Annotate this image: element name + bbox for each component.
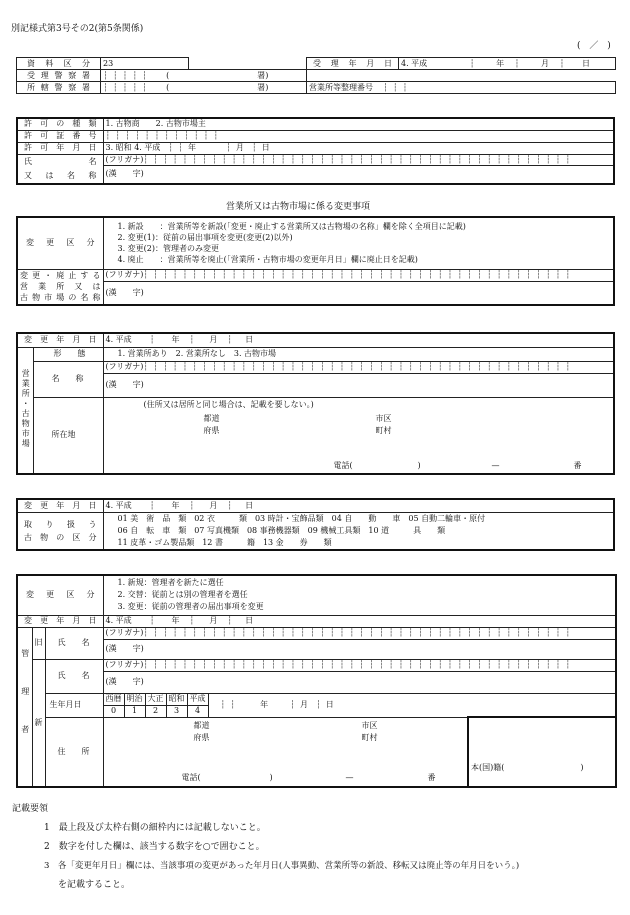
note-item: 3 各「変更年月日」欄には、当該事項の変更があった年月日(人事異動、営業所等の新設、移転又は廃止等の年月日をいう。) — [44, 861, 520, 871]
era-heisei[interactable]: 平成 — [187, 693, 208, 705]
section-title: 営業所又は古物市場に係る変更事項 — [226, 202, 371, 212]
permit-nichi: 日 — [261, 143, 270, 152]
permit-date-label: 許可年月日 — [24, 143, 97, 152]
permit-date-value: 3. 昭和 4. 平成 — [105, 143, 161, 152]
shiku-1: 市区 — [375, 413, 392, 423]
top-block — [16, 57, 616, 94]
kanji-label: (漢 字) — [105, 169, 144, 179]
office-kanji-field[interactable] — [103, 373, 614, 397]
kanji-label: (漢 字) — [105, 677, 144, 686]
juri-police-field[interactable]: ┆┆┆┆┆ ( 署) — [101, 70, 307, 82]
mgr-new-kanji-field[interactable] — [103, 671, 616, 693]
manager-block — [16, 574, 617, 788]
mgr-ban: 番 — [427, 772, 436, 782]
mgr-kubun-options[interactable] — [103, 575, 616, 615]
mgr-birth-label: 生年月日 — [45, 693, 103, 717]
todofuken-1: 都道 — [203, 413, 220, 423]
permit-kind-value[interactable]: 1. 古物商 2. 古物市場主 — [103, 118, 614, 130]
mgr-tel-close: ) — [269, 772, 273, 782]
goods-nen: 年 — [171, 500, 180, 510]
kankatsu-police-field[interactable]: ┆┆┆┆┆ ( 署) — [101, 82, 307, 94]
permit-date-field[interactable]: 3. 昭和 4. 平成 ┆┆年 ┆月 ┆日 — [103, 142, 614, 154]
mgr-todofuken-2: 府県 — [193, 732, 210, 742]
office-gatsu: 月 — [209, 335, 218, 345]
permit-kanji-field[interactable] — [103, 165, 614, 183]
mgr-option: 1. 新規：管理者を新たに選任 — [117, 578, 224, 588]
mgr-new-label: 新 — [32, 659, 45, 787]
mgr-side-label: 管理者 — [20, 648, 30, 763]
office-side-label: 営業所・古物市場 — [21, 369, 31, 450]
goods-kubun-options[interactable] — [103, 512, 614, 550]
office-nichi: 日 — [245, 335, 254, 345]
permit-cert-field[interactable]: ┆┆┆┆┆┆┆┆┆┆┆┆ — [103, 130, 614, 142]
mgr-honseki-field[interactable] — [468, 717, 616, 787]
mgr-shiku-2: 町村 — [361, 732, 378, 742]
office-tel-label: 電話( — [333, 460, 353, 470]
sho-label-2: 署) — [257, 82, 269, 92]
goods-row: 01 美 術 品 類 02 衣 類 03 時計・宝飾品類 04 自 動 車 05 自動二輪車・原付 — [117, 513, 486, 523]
mgr-kubun-label: 変更区分 — [26, 590, 95, 600]
paren-open: ( — [166, 70, 170, 80]
goods-row: 11 皮革・ゴム製品類 12 書 籍 13 金 券 類 — [117, 537, 332, 547]
era-num-4: 4 — [187, 705, 208, 717]
mgr-shiku-1: 市区 — [361, 720, 378, 730]
mgr-date-label: 変更年月日 — [24, 616, 97, 625]
notes-title: 記載要領 — [12, 804, 49, 814]
goods-nichi: 日 — [245, 500, 254, 510]
birth-nen: 年 — [260, 699, 269, 709]
eigyo-no-field[interactable]: 営業所等整理番号 ┆┆┆ — [307, 82, 616, 94]
era-taisho[interactable]: 大正 — [145, 693, 166, 705]
office-addr-note: (住所又は居所と同じ場合は、記載を要しない。) — [143, 399, 314, 409]
juri-date-label: 受理年月日 — [313, 58, 392, 68]
change-furigana-field[interactable]: (フリガナ)┆┆┆┆┆┆┆┆┆┆┆┆┆┆┆┆┆┆┆┆┆┆┆┆┆┆┆┆┆┆┆┆┆┆┆┆┆┆┆┆┆┆┆┆ — [103, 269, 614, 281]
goods-row: 06 自 転 車 類 07 写真機類 08 事務機器類 09 機械工具類 10 道 具 類 — [117, 525, 446, 535]
juri-gatsu: 月 — [541, 58, 550, 68]
change-option: 4. 廃止 ：営業所等を廃止(「営業所・古物市場の変更年月日」欄に廃止日を記載) — [117, 255, 418, 265]
office-date-era: 4. 平成 — [105, 335, 132, 345]
shiryo-label: 資料区分 — [27, 58, 90, 68]
mgr-addr-field[interactable] — [103, 717, 468, 787]
juri-date-field[interactable]: 4. 平成 ┆ 年 ┆ 月 ┆ 日 — [399, 58, 616, 70]
change-option: 2. 変更(1)：従前の届出事項を変更(変更(2)以外) — [117, 233, 293, 243]
furigana-label: (フリガナ) — [105, 628, 144, 637]
office-nen: 年 — [171, 335, 180, 345]
office-addr-field[interactable] — [103, 397, 614, 474]
permit-block — [16, 117, 615, 185]
mgr-option: 2. 交替：従前とは別の管理者を選任 — [117, 590, 248, 600]
goods-kubun-label-1: 取り扱う — [24, 519, 97, 529]
goods-date-era: 4. 平成 — [105, 500, 132, 510]
furigana-label: (フリガナ) — [105, 270, 144, 279]
mgr-honseki-label: 本(国)籍( — [471, 763, 505, 772]
kanji-label: (漢 字) — [105, 644, 144, 653]
office-block — [16, 332, 615, 475]
mgr-nen: 年 — [171, 616, 180, 625]
mgr-tel-dash: — — [345, 772, 354, 782]
shiryo-value[interactable]: 23 — [101, 58, 189, 70]
permit-name-label-2: 又は名称 — [24, 170, 97, 180]
office-form-value[interactable]: 1. 営業所あり 2. 営業所なし 3. 古物市場 — [103, 347, 614, 361]
mgr-old-kanji-field[interactable] — [103, 639, 616, 659]
furigana-label: (フリガナ) — [105, 660, 144, 669]
mgr-todofuken-1: 都道 — [193, 720, 210, 730]
goods-kubun-label-2: 古物の区分 — [24, 532, 97, 542]
mgr-honseki-close: ) — [580, 763, 584, 772]
mgr-new-name-label: 氏 名 — [45, 659, 103, 693]
note-item: 2 数字を付した欄は、該当する数字を○で囲むこと。 — [44, 842, 265, 852]
furigana-label: (フリガナ) — [105, 154, 144, 164]
change-kubun-options[interactable] — [103, 217, 614, 269]
era-num-1: 1 — [124, 705, 145, 717]
change-target-label-2: 営業所又は — [20, 282, 101, 292]
goods-date-label: 変更年月日 — [24, 500, 97, 510]
mgr-option: 3. 変更：従前の管理者の届出事項を変更 — [117, 602, 264, 612]
permit-gatsu: 月 — [235, 143, 244, 152]
date-slash: ( ／ ) — [577, 41, 611, 51]
juri-nichi: 日 — [581, 58, 590, 68]
change-kanji-field[interactable] — [103, 281, 614, 305]
juri-police-label: 受理警察署 — [27, 70, 90, 80]
kankatsu-police-label: 所轄警察署 — [27, 82, 90, 92]
change-block — [16, 216, 615, 306]
paren-open-2: ( — [166, 82, 170, 92]
era-showa[interactable]: 昭和 — [166, 693, 187, 705]
goods-block — [16, 498, 615, 551]
change-option: 1. 新設 ：営業所等を新設(「変更・廃止する営業所又は古物場の名称」欄を除く全項目に記載) — [117, 222, 466, 232]
goods-gatsu: 月 — [209, 500, 218, 510]
mgr-old-furigana-field[interactable]: (フリガナ)┆┆┆┆┆┆┆┆┆┆┆┆┆┆┆┆┆┆┆┆┆┆┆┆┆┆┆┆┆┆┆┆┆┆┆┆┆┆┆┆┆┆┆┆ — [103, 627, 616, 639]
juri-era: 4. 平成 — [401, 58, 428, 68]
goods-date-field[interactable]: 4. 平成 ┆ 年 ┆ 月 ┆ 日 — [103, 499, 614, 512]
office-tel-close: ) — [417, 460, 421, 470]
mgr-gatsu: 月 — [209, 616, 218, 625]
office-furigana-field[interactable]: (フリガナ)┆┆┆┆┆┆┆┆┆┆┆┆┆┆┆┆┆┆┆┆┆┆┆┆┆┆┆┆┆┆┆┆┆┆┆┆┆┆┆┆┆┆┆┆ — [103, 361, 614, 373]
era-seireki[interactable]: 西暦 — [103, 693, 124, 705]
permit-name-label-1: 氏 名 — [24, 156, 97, 166]
change-option: 3. 変更(2)：管理者のみ変更 — [117, 244, 220, 254]
mgr-tel-label: 電話( — [181, 772, 201, 782]
eigyo-no-label: 営業所等整理番号 — [309, 82, 373, 92]
office-date-label: 変更年月日 — [24, 335, 97, 345]
note-item: 1 最上段及び太枠右側の細枠内には記載しないこと。 — [44, 823, 266, 833]
juri-nen: 年 — [496, 58, 505, 68]
permit-nen: 年 — [188, 143, 197, 152]
kanji-label: (漢 字) — [105, 380, 144, 389]
change-kubun-label: 変更区分 — [26, 238, 95, 248]
birth-nichi: 日 — [325, 699, 334, 709]
mgr-nichi: 日 — [245, 616, 254, 625]
kanji-label: (漢 字) — [105, 287, 144, 297]
office-tel-dash: — — [491, 460, 500, 470]
era-num-0: 0 — [103, 705, 124, 717]
todofuken-2: 府県 — [203, 425, 220, 435]
permit-kind-label: 許可の種類 — [24, 119, 97, 129]
office-ban: 番 — [573, 460, 582, 470]
form-title: 別記様式第3号その2(第5条関係) — [11, 24, 144, 34]
permit-cert-label: 許可証番号 — [24, 131, 97, 140]
change-target-label-3: 古物市場の名称 — [20, 293, 101, 303]
furigana-label: (フリガナ) — [105, 362, 144, 371]
era-num-3: 3 — [166, 705, 187, 717]
office-form-label: 形 態 — [33, 347, 103, 361]
sho-label: 署) — [257, 70, 269, 80]
mgr-date-era: 4. 平成 — [105, 616, 132, 625]
mgr-old-label: 旧 — [32, 627, 45, 659]
office-name-label: 名 称 — [33, 361, 103, 397]
office-date-field[interactable]: 4. 平成 ┆ 年 ┆ 月 ┆ 日 — [103, 333, 614, 347]
mgr-new-furigana-field[interactable]: (フリガナ)┆┆┆┆┆┆┆┆┆┆┆┆┆┆┆┆┆┆┆┆┆┆┆┆┆┆┆┆┆┆┆┆┆┆┆┆┆┆┆┆┆┆┆┆ — [103, 659, 616, 671]
shiku-2: 町村 — [375, 425, 392, 435]
mgr-date-field[interactable]: 4. 平成 ┆ 年 ┆ 月 ┆ 日 — [103, 615, 616, 627]
era-num-2: 2 — [145, 705, 166, 717]
birth-gatsu: 月 — [299, 699, 308, 709]
mgr-birth-date-field[interactable]: ┆┆ 年 ┆月 ┆日 — [208, 693, 616, 717]
mgr-old-name-label: 氏 名 — [45, 627, 103, 659]
change-target-label-1: 変更・廃止する — [20, 271, 101, 281]
mgr-addr-label: 住 所 — [45, 717, 103, 787]
era-meiji[interactable]: 明治 — [124, 693, 145, 705]
permit-furigana-field[interactable]: (フリガナ)┆┆┆┆┆┆┆┆┆┆┆┆┆┆┆┆┆┆┆┆┆┆┆┆┆┆┆┆┆┆┆┆┆┆┆┆┆┆┆┆┆┆┆┆ — [103, 154, 614, 165]
office-addr-label: 所在地 — [33, 397, 103, 474]
note-item: を記載すること。 — [58, 880, 131, 890]
